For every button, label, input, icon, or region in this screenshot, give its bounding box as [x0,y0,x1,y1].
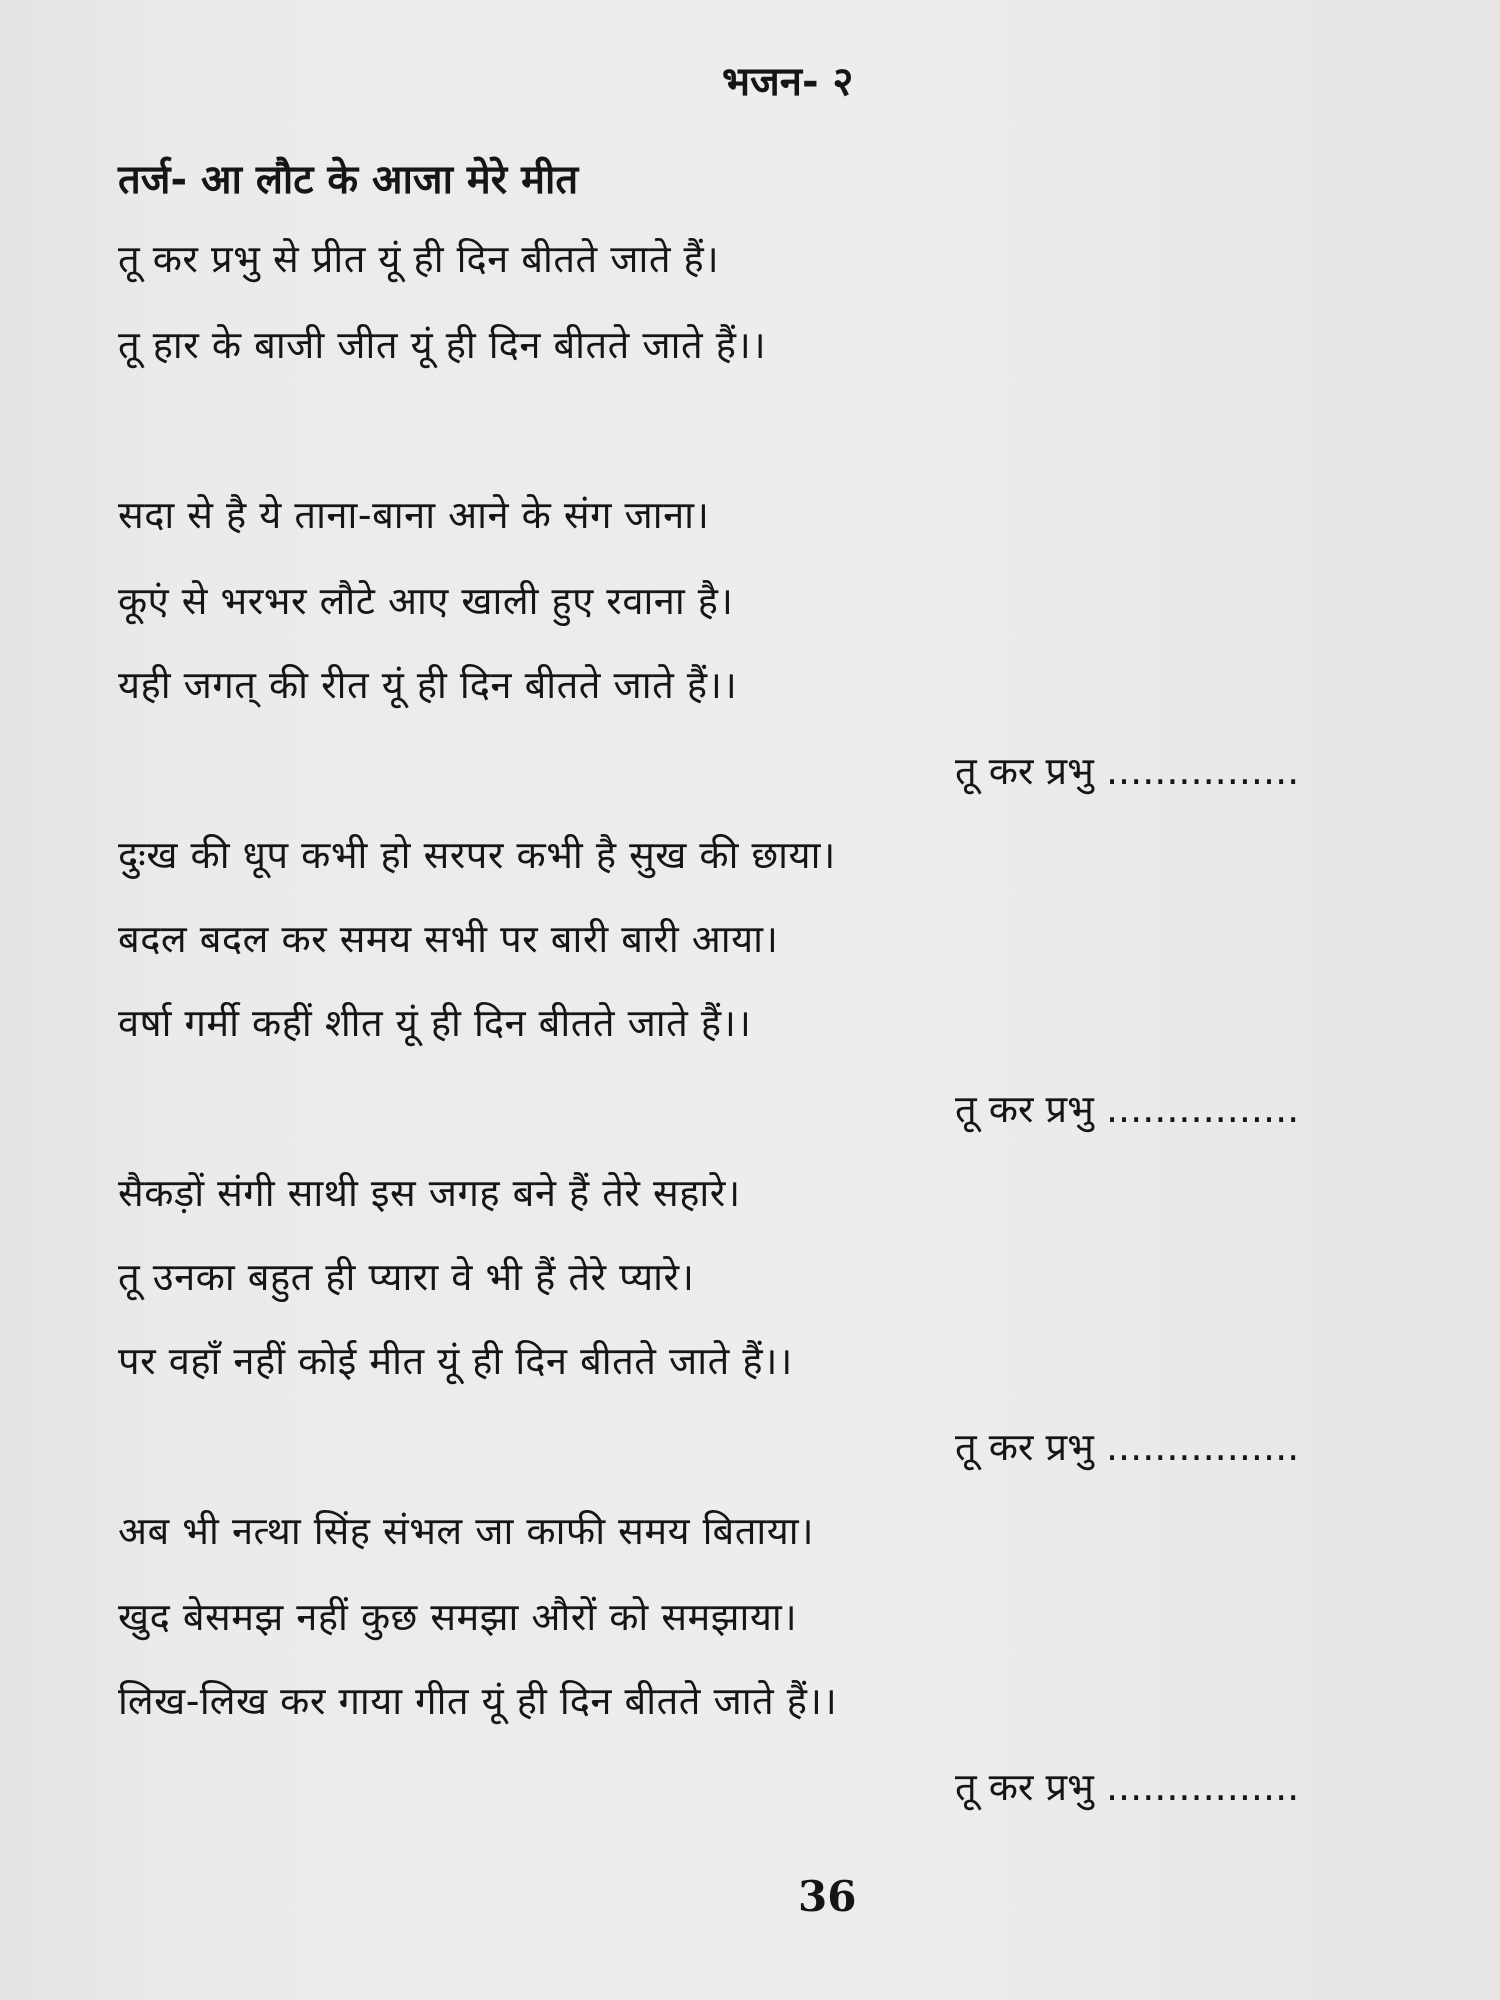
verse-4-line-2: खुद बेसमझ नहीं कुछ समझा औरों को समझाया। [118,1595,798,1639]
verse-1-line-1: सदा से है ये ताना-बाना आने के संग जाना। [118,493,710,537]
verse-4-line-3: लिख-लिख कर गाया गीत यूं ही दिन बीतते जाते हैं।। [118,1679,838,1723]
verse-3-line-3: पर वहाँ नहीं कोई मीत यूं ही दिन बीतते जाते हैं।। [118,1339,793,1383]
verse-4-line-1: अब भी नत्था सिंह संभल जा काफी समय बिताया। [118,1509,814,1553]
bhajan-title: भजन- २ [722,59,854,105]
opening-line-2: तू हार के बाजी जीत यूं ही दिन बीतते जाते हैं।। [118,323,767,367]
verse-4-refrain: तू कर प्रभु ................ [955,1765,1300,1809]
opening-line-1: तू कर प्रभु से प्रीत यूं ही दिन बीतते जाते हैं। [118,237,720,281]
verse-1-refrain: तू कर प्रभु ................ [955,749,1300,793]
verse-1-line-3: यही जगत् की रीत यूं ही दिन बीतते जाते हैं।। [118,663,738,707]
verse-2-refrain: तू कर प्रभु ................ [955,1087,1300,1131]
page-number: 36 [798,1872,857,1921]
verse-3-line-1: सैकड़ों संगी साथी इस जगह बने हैं तेरे सहारे। [118,1171,741,1215]
verse-3-refrain: तू कर प्रभु ................ [955,1425,1300,1469]
verse-3-line-2: तू उनका बहुत ही प्यारा वे भी हैं तेरे प्यारे। [118,1255,695,1299]
verse-2-line-1: दुःख की धूप कभी हो सरपर कभी है सुख की छाया। [118,833,836,877]
tune-line: तर्ज- आ लौट के आजा मेरे मीत [118,157,579,203]
verse-2-line-3: वर्षा गर्मी कहीं शीत यूं ही दिन बीतते जाते हैं।। [118,1001,752,1045]
verse-2-line-2: बदल बदल कर समय सभी पर बारी बारी आया। [118,917,779,961]
verse-1-line-2: कूएं से भरभर लौटे आए खाली हुए रवाना है। [118,579,734,623]
